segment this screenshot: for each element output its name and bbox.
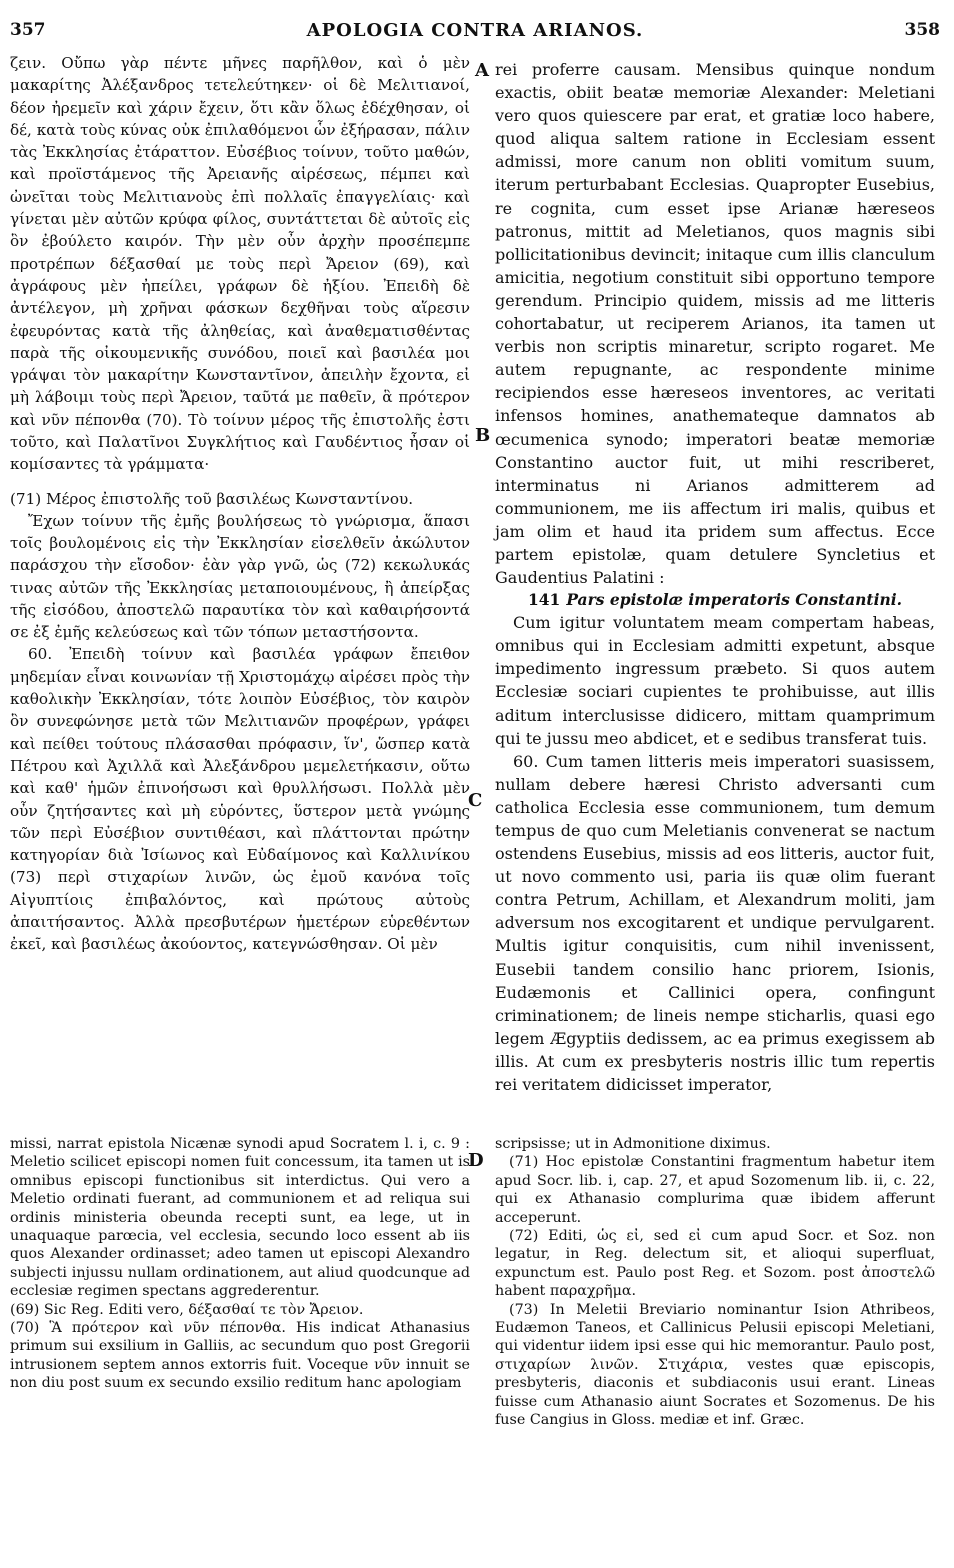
footnotes-right (495, 1135, 935, 1430)
margin-marker-d: D (468, 1150, 484, 1171)
footnote-72: (72) Editi, ὡς εἰ, sed εἰ cum apud Socr. et Soz. non legatur, in Reg. delectum sit, et alioqui superfluat, expunctum est. Paulo post Reg. et Sozom. post ἀποστελῶ habent παραχρῆμα. (495, 1228, 935, 1300)
footnotes-left (10, 1135, 470, 1393)
margin-marker-a: A (475, 60, 489, 81)
footnote-continuation: missi, narrat epistola Nicænæ synodi apud Socratem l. i, c. 9 : Meletio scilicet episcopi nomen fuit concessum, ita tamen ut is omnibus episcopi functionibus sit interdictus. Qui vero a Meletio ordinati fuerant, ad communionem et ad reliqua sui ordinis ministeria obeunda recepti sunt, ea lege, ut in unaquaque parœcia, vel ecclesia, secundo loco essent ab iis quos Alexander ordinasset; adeo tamen ut episcopi Alexandro subjecti injussu nullam ordinationem, aut aliud quodcunque ad ecclesiæ regimen spectans aggrederentur. (10, 1136, 470, 1300)
latin-paragraph-3: 60. Cum tamen litteris meis imperatori suasissem, nullam debere hæresi Christo adversanti cum catholica Ecclesia esse communionem, tum demum tempus de quo cum Meletianis convenerat se nactum ostendens Eusebius, missis ad eos litteris, auctor fuit, ut novo commento usi, paria iis quæ olim fuerant contra Petrum, Achillam, et Alexandrum moliti, jam adversum nos excogitarent et undique pervulgarent. Multis igitur conquisitis, cum nihil invenissent, Eusebii tandem consilio hanc priorem, Isionis, Eudæmonis et Callinici opera, confingunt criminationem; de lineis nempe sticharlis, quasi ego legem Ægyptiis dedissem, ac ea primus exegissem ab illis. At cum ex presbyteris nostris illic tum repertis rei veritatem didicisset imperator, (495, 751, 935, 1095)
footnote-73: (73) In Meletii Breviario nominantur Ision Athribeos, Eudæmon Taneos, et Callinicus Pelusii episcopi Meletiani, qui videntur iidem ipsi esse qui hic memorantur. Paulo post, στιχαρίων λινῶν. Στιχάρια, vestes quæ episcopis, presbyteris, diaconis et subdiaconis usui erant. Lineas fuisse cum Athanasio aiunt Socrates et Sozomenus. De his fuse Cangius in Gloss. mediæ et inf. Græc. (495, 1301, 935, 1429)
greek-column (10, 52, 470, 956)
latin-heading-text: Pars epistolæ imperatoris Constantini. (566, 590, 903, 610)
page-header (10, 20, 940, 44)
section-number: 141 (527, 590, 561, 610)
latin-paragraph-2: Cum igitur voluntatem meam compertam habeas, omnibus qui in Ecclesiam admitti expetunt, absque impedimento ingressum præbeto. Si quos autem Ecclesiæ sociari cupientes te prohibuisse, aut illis aditum interclusisse didicero, mittam quamprimum qui te jussu meo abdicet, et e sedibus transferat tuis. (495, 613, 935, 748)
page-number-left: 357 (10, 20, 46, 40)
latin-column (495, 58, 935, 1096)
page-number-right: 358 (904, 20, 940, 40)
margin-marker-b: B (475, 425, 491, 446)
greek-paragraph-3: 60. Ἐπειδὴ τοίνυν καὶ βασιλέα γράφων ἔπειθον μηδεμίαν εἶναι κοινωνίαν τῇ Χριστομάχῳ αἱρέσει πρὸς τὴν καθολικὴν Ἐκκλησίαν, τότε λοιπὸν Εὐσέβιος, τὸν καιρὸν ὃν συνεφώνησε μετὰ τῶν Μελιτιανῶν προφέρων, γράφει καὶ πείθει τούτους πλάσασθαι πρόφασιν, ἵν', ὥσπερ κατὰ Πέτρου καὶ Ἀχιλλᾶ καὶ Ἀλεξάνδρου μεμελετήκασιν, οὕτω καὶ καθ' ἡμῶν ἐπινοήσωσι καὶ θρυλλήσωσι. Πολλὰ μὲν οὖν ζητήσαντες καὶ μὴ εὑρόντες, ὕστερον μετὰ γνώμης τῶν περὶ Εὐσέβιον συντιθέασι, καὶ πλάττονται πρώτην κατηγορίαν διὰ Ἰσίωνος καὶ Εὐδαίμονος καὶ Καλλινίκου (73) περὶ στιχαρίων λινῶν, ὡς ἐμοῦ κανόνα τοῖς Αἰγυπτίοις ἐπιβαλόντος, καὶ πρώτους αὐτοὺς ἀπαιτήσαντος. Ἀλλὰ πρεσβυτέρων ἡμετέρων εὑρεθέντων ἐκεῖ, καὶ βασιλέως ἀκούοντος, κατεγνώσθησαν. Οἱ μὲν (10, 645, 470, 954)
footnote-continuation-right: scripsisse; ut in Admonitione diximus. (495, 1136, 771, 1152)
running-title: APOLOGIA CONTRA ARIANOS. (306, 20, 644, 41)
footnote-69: (69) Sic Reg. Editi vero, δέξασθαί τε τὸν Ἄρειον. (10, 1301, 364, 1318)
footnote-70: (70) Ἃ πρότερον καὶ νῦν πέπονθα. His indicat Athanasius primum sui exsilium in Galliis, ac secundum quo post Gregorii intrusionem septem annos extorris fuit. Voceque νῦν innuit se non diu post suum ex secundo exsilio reditum hanc apologiam (10, 1320, 470, 1392)
margin-marker-c: C (468, 790, 483, 811)
greek-paragraph-1: ζειν. Οὔπω γὰρ πέντε μῆνες παρῆλθον, καὶ ὁ μὲν μακαρίτης Ἀλέξανδρος τετελεύτηκεν· οἱ δὲ Μελιτιανοί, δέον ἠρεμεῖν καὶ χάριν ἔχειν, ὅτι κἂν ὅλως ἐδέχθησαν, οἱ δέ, κατὰ τοὺς κύνας οὐκ ἐπιλαθόμενοι ὧν ἐξήρασαν, πάλιν τὰς Ἐκκλησίας ἐτάραττον. Εὐσέβιος τοίνυν, τοῦτο μαθών, καὶ προϊστάμενος τῆς Ἀρειανῆς αἱρέσεως, πέμπει καὶ ὠνεῖται τοὺς Μελιτιανοὺς ἐπὶ πολλαῖς ἐπαγγελίαις· καὶ γίνεται μὲν αὐτῶν κρύφα φίλος, συντάττεται δὲ αὐτοῖς εἰς ὃν ἐβούλετο καιρόν. Τὴν μὲν οὖν ἀρχὴν προσέπεμπε προτρέπων δέξασθαί με τοὺς περὶ Ἄρειον (69), καὶ ἀγράφους μὲν ἠπείλει, γράφων δὲ ἠξίου. Ἐπειδὴ δὲ ἀντέλεγον, μὴ χρῆναι φάσκων δεχθῆναι τοὺς αἵρεσιν ἐφευρόντας κατὰ τῆς ἀληθείας, καὶ ἀναθεματισθέντας παρὰ τῆς οἰκουμενικῆς συνόδου, ποιεῖ καὶ βασιλέα μοι γράψαι τὸν μακαρίτην Κωνσταντῖνον, ἀπειλὴν ἔχοντα, εἰ μὴ λάβοιμι τοὺς περὶ Ἄρειον, ταῦτά με παθεῖν, ἃ πρότερον καὶ νῦν πέπονθα (70). Τὸ τοίνυν μέρος τῆς ἐπιστολῆς ἐστι τοῦτο, καὶ Παλατῖνοι Συγκλήτιος καὶ Γαυδέντιος ἦσαν οἱ κομίσαντες τὰ γράμματα· (10, 54, 470, 474)
footnote-71: (71) Hoc epistolæ Constantini fragmentum habetur item apud Socr. lib. i, cap. 27, et apud Sozomenum lib. ii, c. 22, qui ex Athanasio complurima quæ ibidem afferunt acceperunt. (495, 1154, 935, 1226)
latin-paragraph-1: rei proferre causam. Mensibus quinque nondum exactis, obiit beatæ memoriæ Alexander: Meletiani vero quos quiescere par erat, et gratiæ loco habere, quod aliqua saltem ratione in Ecclesiam essent admissi, more canum non obliti vomitum suum, iterum perturbabant Ecclesias. Quapropter Eusebius, re cognita, cum esset ipse Arianæ hæreseos patronus, mittit ad Meletianos, quos magnis sibi pollicitationibus devincit; initaque cum illis clanculum amicitia, negotium constituit sibi opportuno tempore gerendum. Principio quidem, missis ad me litteris cohortabatur, ut reciperem Arianos, ita tamen ut verbis non scriptis minaretur, scripto rogaret. Me autem repugnante, ac respondente minime recipiendos esse hæreseos inventores, ac veritati infensos homines, anathemateque damnatos ab œcumenica synodo; imperatori beatæ memoriæ Constantino auctor fuit, ut mihi rescriberet, interminatus ni Arianos admitterem ad communionem, me iis affectum iri malis, quibus et jam olim et haud ita pridem sum affectus. Ecce partem epistolæ, quam detulere Syncletius et Gaudentius Palatini : (495, 60, 935, 588)
latin-letter-heading (495, 589, 935, 611)
greek-letter-heading: (71) Μέρος ἐπιστολῆς τοῦ βασιλέως Κωνσταντίνου. (10, 489, 414, 508)
greek-paragraph-2: Ἔχων τοίνυν τῆς ἐμῆς βουλήσεως τὸ γνώρισμα, ἅπασι τοῖς βουλομένοις εἰς τὴν Ἐκκλησίαν εἰσελθεῖν ἀκώλυτον παράσχου τὴν εἴσοδον· ἐὰν γὰρ γνῶ, ὡς (72) κεκωλυκάς τινας αὐτῶν τῆς Ἐκκλησίας μεταποιουμένους, ἢ ἀπείρξας τῆς εἰσόδου, ἀποστελῶ παραυτίκα τὸν καὶ καθαιρήσοντά σε ἐξ ἐμῆς κελεύσεως καὶ τῶν τόπων μεταστήσοντα. (10, 511, 470, 642)
